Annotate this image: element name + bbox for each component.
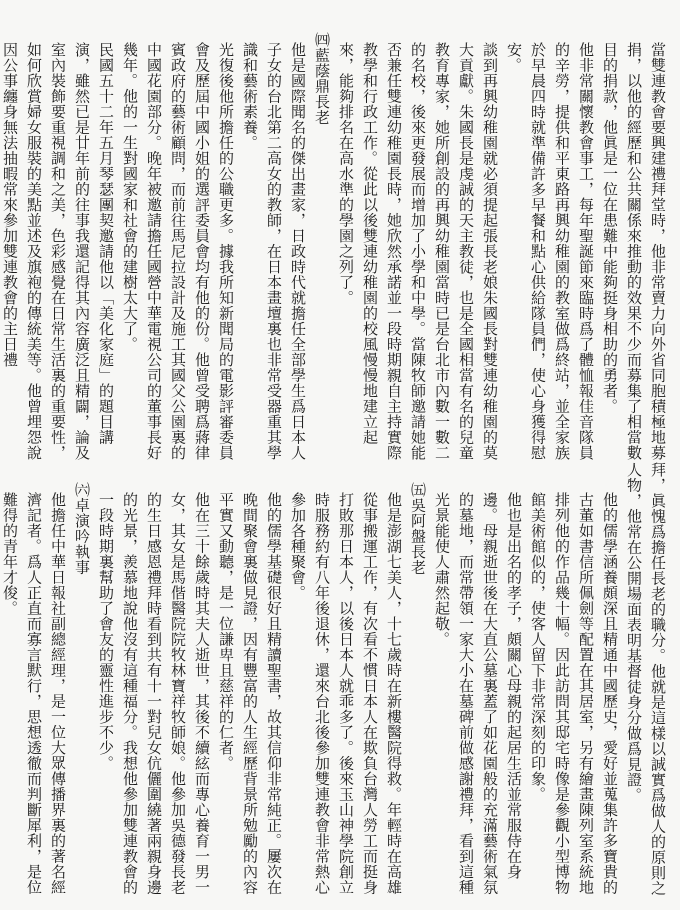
paragraph: 他是國際聞名的傑出畫家，日政時代就擔任全部學生爲日本人子女的台北第二高女的教師，在日本畫壇裏也非常受器重其學識和藝術素養。 [241,42,307,461]
section-heading-4 [310,12,334,462]
paragraph: 談到再興幼稚園就必須提起張長老娘朱國長對雙連幼稚園的莫大貢獻。朱國長是虔誠的天主教徒，也是全國相當有名的兒童教育專家，她所創設的再興幼稚園當時已是台北市內數一數二的名校，後來更發展而增加了小學和中學。當陳牧師邀請她能否兼任雙連幼稚園長時，她欣然承諾並一段時期親自主持實際教學和行政工作。從此以後雙連幼稚園的校風慢慢地建立起來，能夠排名在高水準的學園之列了。 [337,42,499,461]
section-heading-6 [70,462,94,902]
paragraph: 拜，眞愧爲擔任長老的職分。他就是這樣以誠實爲做人的原則之人物，他常在公開場面表明基督徒身分做爲見證。 [625,462,667,896]
lower-text-block [1,462,670,902]
upper-text-block [1,12,670,462]
paragraph: 他在三十餘歲時其夫人逝世，其後不續絃而專心養育一男一女，其女是馬偕醫院院牧林寶祥牧師娘。他參加吳德發長老的生日感恩禮拜時看到共有十一對兒女伉儷圍繞著兩親身邊的光景，羨慕地說他沒有這種福分。我想他參加雙連教會的一段時期裏幫助了會友的靈性進步不少。 [97,492,211,895]
section-heading-text: ㈥卓演吟執事 [73,482,91,575]
paragraph: 他的儒學基礎很好且精讀聖書，故其信仰非常純正。屢次在晚間聚會裏做見證，因有豐富的人生經歷背景所勉勵的內容平實又動聽，是一位謙卑且慈祥的仁者。 [217,492,283,895]
paragraph: 他的儒學涵養頗深且精通中國歷史，愛好並蒐集許多寶貴的古董如書信所佩劍等配置在其居室，另有繪畫陳列室系統地排列他的作品幾十幅。因此訪問其邸宅時像是參觀小型博物館美術館似的，使客人留下非常深刻的印象。 [529,492,619,895]
section-heading-5 [406,462,430,902]
paragraph: 他非常關懷教會事工，每年聖誕節來臨時爲了體恤報佳音隊員的辛勞，提供和平東路再興幼稚園的教室做爲終站，並全家族於早晨四時就準備許多早餐和點心供給隊員們，使心身獲得慰安。 [505,42,595,461]
paragraph: 他擔任中華日報社副總經理，是一位大眾傳播界裏的著名經濟記者。爲人正直而寡言默行，思想透徹而判斷犀利，是位難得的青年才俊。 [1,492,67,895]
paragraph: 他也是出名的孝子，頗關心母親的起居生活並常服侍在身邊。母親逝世後在大直公墓裏蓋了如花園般的充滿藝術氣氛的墓地，而常帶領一家大小在墓碑前做感謝禮拜，看到這種光景能使人肅然起敬。 [433,492,523,895]
section-heading-text: ㈣藍蔭鼎長老 [313,32,331,125]
paragraph: 光復後他所擔任的公職更多。據我所知新聞局的電影評審委員會及歷屆中國小姐的選評委員會均有他的份。他曾受聘爲蔣律賓政府的藝術顧問，而前往馬尼拉設計及施工其國父公園裏的中國花園部分。晚年被邀請擔任國營中華電視公司的董事長好幾年。他的一生對國家和社會的建樹太大了。 [121,42,235,461]
section-heading-text: ㈤吳阿盤長老 [409,482,427,575]
paragraph: 當雙連教會要興建禮拜堂時，他非常賣力向外省同胞積極地募捐，以他的經歷和公共關係來推動的效果不少而募集了相當數目的捐款，他眞是一位在患難中能夠挺身相助的勇者。 [601,42,667,461]
paragraph: 他是澎湖七美人，十七歲時在新樓醫院得救。年輕時在高雄從事搬運工作，有次看不慣日本人在欺負台灣人勞工而挺身打敗那日本人，以後日本人就乖多了。後來玉山神學院創立時服務約有八年後退休，還來台北後參加雙連教會非常熱心參加各種聚會。 [289,492,403,895]
paragraph: 民國五十二年五月琴瑟團契邀請他以「美化家庭」的題目講演，雖然已是廿年前的往事我還記得其內容廣泛且精闢，論及室內裝飾要重視調和之美，色彩感覺在日常生活裏的重要性，如何欣賞婦女服裝的美點並述及旗袍的傳統美等。他曾埋怨說因公事纏身無法抽暇常來參加雙連教會的主日禮 [1,42,115,461]
